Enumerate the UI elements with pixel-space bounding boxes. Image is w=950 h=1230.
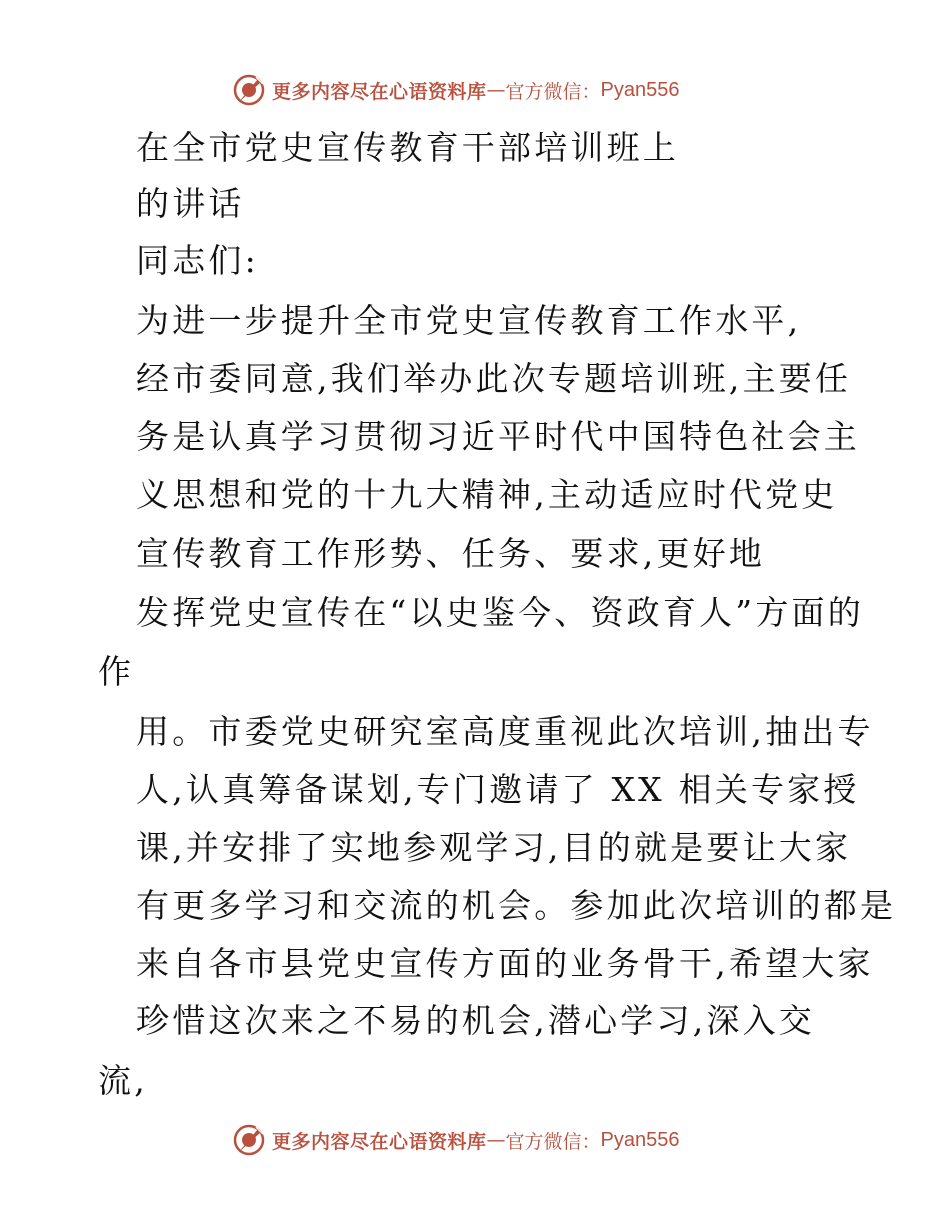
- body-line: 用。市委党史研究室高度重视此次培训,抽出专: [136, 712, 874, 751]
- watermark-text: 更多内容尽在心语资料库: [272, 1130, 487, 1153]
- watermark-text: 更多内容尽在心语资料库: [272, 80, 487, 103]
- watermark-separator: —: [486, 79, 506, 101]
- quill-circle-icon: [232, 1123, 266, 1157]
- quill-circle-icon: [232, 73, 266, 107]
- watermark-wechat-label: 官方微信：: [505, 80, 601, 103]
- body-line: 宣传教育工作形势、任务、要求,更好地: [136, 534, 766, 573]
- body-line: 作: [98, 652, 135, 691]
- watermark-wechat-label: 官方微信：: [505, 1130, 601, 1153]
- body-line: 珍惜这次来之不易的机会,潜心学习,深入交: [136, 1001, 815, 1040]
- body-line: 义思想和党的十九大精神,主动适应时代党史: [136, 475, 838, 514]
- footer-watermark: [232, 1122, 680, 1158]
- document-title-line-1: 在全市党史宣传教育干部培训班上: [136, 128, 679, 167]
- body-line: 务是认真学习贯彻习近平时代中国特色社会主: [136, 417, 860, 456]
- document-title-line-2: 的讲话: [136, 184, 245, 223]
- watermark-wechat-id: Pyan556: [600, 78, 680, 101]
- body-line: 人,认真筹备谋划,专门邀请了 XX 相关专家授: [136, 770, 860, 809]
- body-line: 课,并安排了实地参观学习,目的就是要让大家: [136, 828, 852, 867]
- header-watermark: [232, 72, 680, 108]
- body-line: 有更多学习和交流的机会。参加此次培训的都是: [136, 886, 897, 925]
- salutation: 同志们:: [136, 241, 259, 280]
- body-line: 经市委同意,我们举办此次专题培训班,主要任: [136, 359, 852, 398]
- body-line: 来自各市县党史宣传方面的业务骨干,希望大家: [136, 944, 874, 983]
- body-line: 为进一步提升全市党史宣传教育工作水平,: [136, 301, 802, 340]
- watermark-separator: —: [486, 1129, 506, 1151]
- body-line: 发挥党史宣传在“以史鉴今、资政育人”方面的: [136, 593, 864, 632]
- body-line: 流,: [98, 1061, 148, 1100]
- watermark-wechat-id: Pyan556: [600, 1128, 680, 1151]
